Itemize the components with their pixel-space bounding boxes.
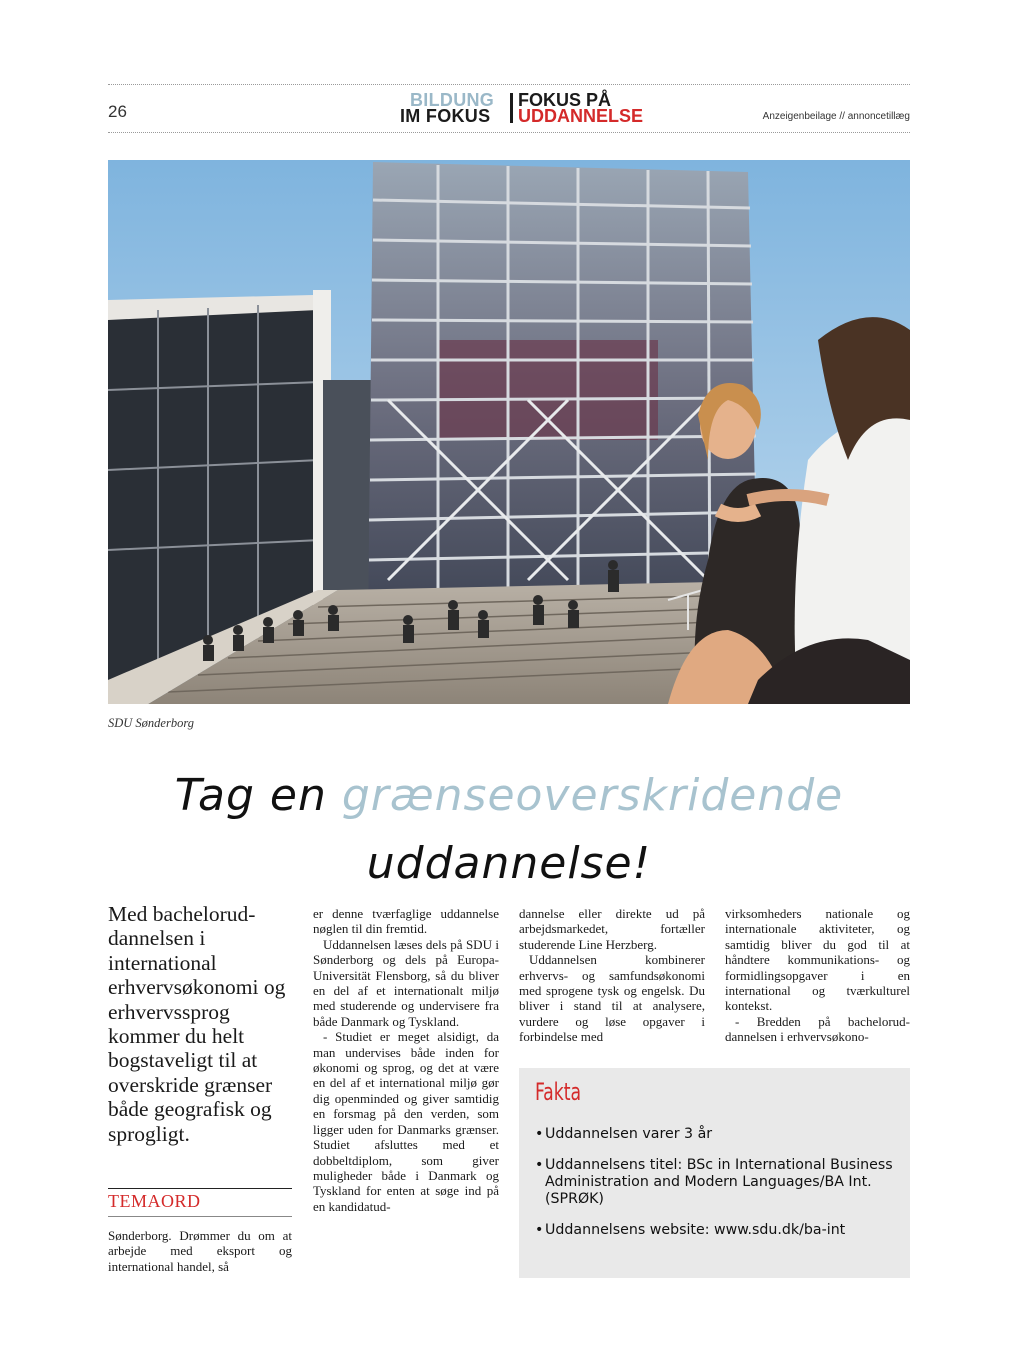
headline-accent: grænseoverskridende: [341, 770, 844, 821]
fakta-list: [535, 1126, 895, 1253]
fakta-item: [535, 1126, 895, 1143]
masthead-divider: [510, 93, 513, 123]
temaord-label: TEMAORD: [108, 1191, 201, 1211]
article-column-3: [519, 906, 705, 1045]
photo-caption: SDU Sønderborg: [108, 716, 194, 730]
fakta-item: [535, 1157, 895, 1208]
fakta-item-text: Uddannelsens website: www.sdu.dk/ba-int: [545, 1222, 846, 1238]
masthead-im-fokus: IM FOKUS: [400, 106, 491, 126]
article-column-1: [108, 1228, 292, 1274]
bullet-icon: •: [535, 1126, 544, 1142]
temaord-top-rule: [108, 1188, 292, 1189]
article-paragraph: - Bredden på bachelorud-dannelsen i erhvervsøkono-: [725, 1013, 910, 1045]
page-number: 26: [108, 102, 127, 121]
article-paragraph: Uddannelsen kombinerer erhvervs- og samfundsøkonomi med sprogene tysk og engelsk. Du bliver i stand til at analysere, vurdere og løse opgaver i forbindelse med: [519, 952, 705, 1045]
fakta-title: Fakta: [535, 1078, 582, 1106]
article-paragraph: er denne tværfaglige uddannelse nøglen til din fremtid.: [313, 906, 499, 937]
article-column-2: [313, 906, 499, 1214]
header-rule: [108, 132, 910, 133]
masthead-fokus-pa: FOKUS PÅ: [518, 90, 612, 110]
headline-part1: Tag en: [174, 770, 342, 821]
article-paragraph: - Studiet er meget alsidigt, da man undervises både inden for økonomi og sprog, og det at være en del af et international miljø gør dig openminded og giver samtidig en forsmag på den verden, som ligger uden for Danmarks grænser. Studiet afsluttes med et dobbeltdiplom, som giver muligheder både i Danmark og Tyskland for enten at søge ind på en kandidatud-: [313, 1029, 499, 1214]
masthead-uddannelse: UDDANNELSE: [518, 106, 644, 126]
bullet-icon: •: [535, 1157, 544, 1173]
fakta-item: [535, 1222, 895, 1239]
fakta-item-text: Uddannelsens titel: BSc in International Business Administration and Modern Languages/BA Int. (SPRØK): [545, 1157, 893, 1207]
masthead-logo: [398, 90, 668, 126]
headline-line1: [0, 770, 1018, 821]
article-paragraph: Sønderborg. Drømmer du om at arbejde med eksport og international handel, så: [108, 1228, 292, 1274]
headline-line2: uddannelse!: [366, 838, 652, 889]
supplement-label: Anzeigenbeilage // annoncetillæg: [762, 111, 910, 122]
article-paragraph: Uddannelsen læses dels på SDU i Sønderborg og dels på Europa-Universität Flensborg, så du bliver en del af et internationalt miljø med studerende og undervisere fra både Danmark og Tyskland.: [313, 936, 499, 1029]
fakta-box: [519, 1068, 910, 1278]
campus-photo: [108, 160, 910, 704]
temaord-bottom-rule: [108, 1216, 292, 1217]
lead-paragraph: Med bachelorud-dannelsen i international erhvervsøkonomi og erhvervssprog kommer du helt bogstaveligt til at overskride grænser både geografisk og sprogligt.: [108, 902, 286, 1146]
bullet-icon: •: [535, 1222, 544, 1238]
article-column-4: [725, 906, 910, 1045]
article-paragraph: dannelse eller direkte ud på arbejdsmarkedet, fortæller studerende Line Herzberg.: [519, 906, 705, 952]
top-rule: [108, 84, 910, 85]
masthead-bildung: BILDUNG: [410, 90, 495, 110]
article-paragraph: virksomheders nationale og internationale aktiviteter, og samtidig bliver du god til at håndtere kommunikations- og formidlingsopgaver i en international og tværkulturel kontekst.: [725, 906, 910, 1014]
fakta-item-text: Uddannelsen varer 3 år: [545, 1126, 713, 1142]
